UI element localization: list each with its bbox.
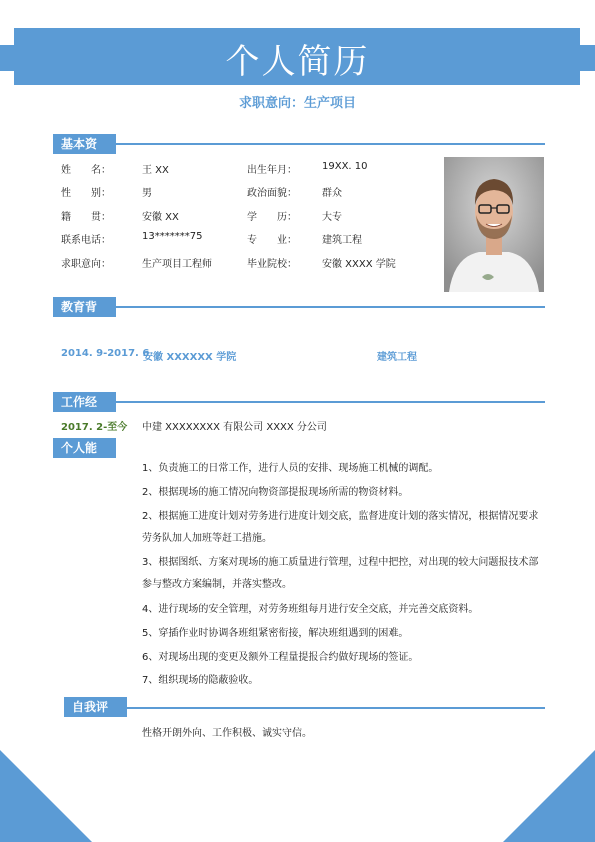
corner-triangle-right — [503, 750, 595, 842]
section-header-basic: 基本资 — [53, 134, 116, 154]
basic-value: 安徽 XX — [142, 212, 179, 223]
basic-value: 生产项目工程师 — [142, 259, 212, 270]
duty-item: 1、负责施工的日常工作，进行人员的安排、现场施工机械的调配。 — [142, 463, 439, 474]
basic-label: 联系电话： — [61, 235, 111, 246]
basic-label: 出生年月： — [247, 165, 297, 176]
basic-value: 13*******75 — [142, 231, 203, 242]
section-header-self-eval: 自我评 — [64, 697, 127, 717]
corner-triangle-left — [0, 750, 92, 842]
basic-value: 群众 — [322, 188, 342, 199]
section-line-work — [53, 401, 545, 403]
duty-item: 5、穿插作业时协调各班组紧密衔接，解决班组遇到的困难。 — [142, 628, 409, 639]
self-evaluation-text: 性格开朗外向、工作积极、诚实守信。 — [142, 728, 312, 739]
work-date: 2017. 2-至今 — [61, 422, 128, 433]
basic-label: 求职意向： — [61, 259, 111, 270]
basic-label: 性 别： — [61, 188, 111, 199]
basic-label: 姓 名： — [61, 165, 111, 176]
basic-value: 大专 — [322, 212, 342, 223]
basic-value: 王 XX — [142, 165, 169, 176]
section-header-education: 教育背 — [53, 297, 116, 317]
education-date: 2014. 9-2017. 6 — [61, 348, 150, 359]
basic-label: 学 历： — [247, 212, 297, 223]
work-company: 中建 XXXXXXXX 有限公司 XXXX 分公司 — [142, 422, 327, 433]
section-line-self-eval — [64, 707, 545, 709]
duty-item: 6、对现场出现的变更及额外工程量提报合约做好现场的签证。 — [142, 652, 419, 663]
education-school: 安徽 XXXXXX 学院 — [143, 352, 237, 363]
duty-item: 2、根据现场的施工情况向物资部提报现场所需的物资材料。 — [142, 487, 409, 498]
basic-label: 专 业： — [247, 235, 297, 246]
duty-item: 7、组织现场的隐蔽验收。 — [142, 675, 259, 686]
basic-label: 政治面貌： — [247, 188, 297, 199]
basic-label: 籍 贯： — [61, 212, 111, 223]
profile-photo — [444, 157, 544, 292]
page-title: 个人简历 — [225, 42, 370, 82]
basic-value: 安徽 XXXX 学院 — [322, 259, 396, 270]
section-header-work: 工作经 — [53, 392, 116, 412]
duty-item: 3、根据图纸、方案对现场的施工质量进行管理，过程中把控，对出现的较大问题报技术部参与整改方案编制，并落实整改。 — [142, 557, 539, 590]
basic-label: 毕业院校： — [247, 259, 297, 270]
basic-value: 建筑工程 — [322, 235, 362, 246]
job-objective: 求职意向：生产项目 — [238, 96, 356, 111]
duty-item: 2、根据施工进度计划对劳务进行进度计划交底，监督进度计划的落实情况，根据情况要求劳务队加人加班等赶工措施。 — [142, 511, 539, 544]
section-header-personal: 个人能 — [53, 438, 116, 458]
duty-item: 4、进行现场的安全管理，对劳务班组每月进行安全交底，并完善交底资料。 — [142, 604, 479, 615]
section-line-basic — [53, 143, 545, 145]
avatar-illustration — [444, 157, 544, 292]
basic-value: 男 — [142, 188, 152, 199]
section-line-education — [53, 306, 545, 308]
education-major: 建筑工程 — [377, 352, 417, 363]
basic-value: 19XX. 10 — [322, 161, 368, 172]
